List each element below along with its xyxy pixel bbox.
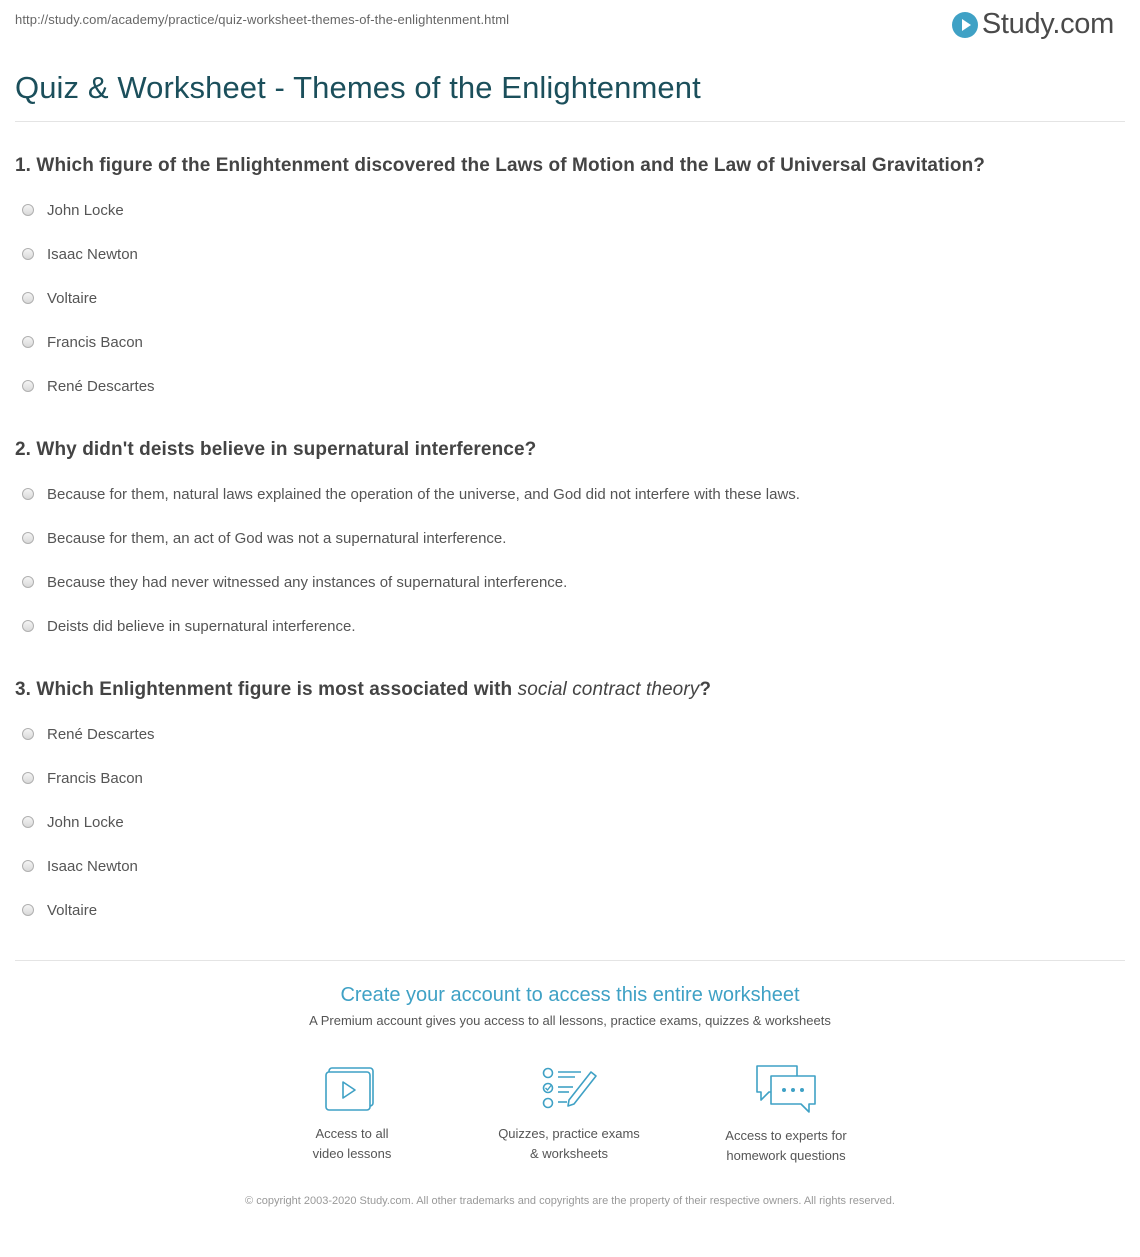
video-lessons-icon	[324, 1064, 380, 1114]
radio-button[interactable]	[22, 532, 34, 544]
page-title: Quiz & Worksheet - Themes of the Enlightenment	[15, 70, 701, 105]
feature-label	[252, 1124, 452, 1164]
play-logo-icon	[952, 12, 978, 38]
q3-option-3[interactable]	[22, 810, 124, 834]
option-label: John Locke	[47, 813, 124, 831]
q3-option-1[interactable]	[22, 722, 155, 746]
radio-button[interactable]	[22, 728, 34, 740]
option-label: Isaac Newton	[47, 857, 138, 875]
radio-button[interactable]	[22, 248, 34, 260]
option-label: Because for them, an act of God was not a supernatural interference.	[47, 529, 507, 547]
q2-option-4[interactable]	[22, 614, 356, 638]
radio-button[interactable]	[22, 860, 34, 872]
q3-option-4[interactable]	[22, 854, 138, 878]
quizzes-icon	[539, 1064, 599, 1114]
question-2: 2. Why didn't deists believe in supernatural interference?	[15, 439, 537, 460]
q2-option-2[interactable]	[22, 526, 506, 550]
experts-chat-icon	[753, 1062, 819, 1116]
feature-line-1: Access to experts for	[725, 1128, 847, 1143]
q2-option-1[interactable]	[22, 482, 800, 506]
option-label: Voltaire	[47, 901, 98, 919]
study-logo[interactable]	[952, 8, 1114, 41]
option-label: Voltaire	[47, 289, 98, 307]
radio-button[interactable]	[22, 816, 34, 828]
feature-label	[686, 1126, 886, 1166]
q1-option-2[interactable]	[22, 242, 138, 266]
option-label: René Descartes	[47, 725, 155, 743]
radio-button[interactable]	[22, 772, 34, 784]
question-3	[15, 679, 711, 701]
q1-option-4[interactable]	[22, 330, 143, 354]
feature-label	[469, 1124, 669, 1164]
radio-button[interactable]	[22, 380, 34, 392]
option-label: Francis Bacon	[47, 769, 143, 787]
q3-option-2[interactable]	[22, 766, 143, 790]
option-label: John Locke	[47, 201, 124, 219]
question-3-italic-term: social contract theory	[517, 679, 700, 700]
q2-option-3[interactable]	[22, 570, 567, 594]
question-1: 1. Which figure of the Enlightenment discovered the Laws of Motion and the Law of Universal Gravitation?	[15, 155, 985, 176]
feature-quizzes	[469, 1064, 669, 1164]
question-3-end: ?	[699, 679, 712, 700]
q3-option-5[interactable]	[22, 898, 97, 922]
radio-button[interactable]	[22, 488, 34, 500]
feature-line-2: homework questions	[726, 1148, 846, 1163]
q1-option-1[interactable]	[22, 198, 124, 222]
option-label: Isaac Newton	[47, 245, 138, 263]
radio-button[interactable]	[22, 576, 34, 588]
option-label: René Descartes	[47, 377, 155, 395]
feature-experts	[686, 1062, 886, 1166]
feature-line-2: video lessons	[312, 1146, 392, 1161]
radio-button[interactable]	[22, 336, 34, 348]
radio-button[interactable]	[22, 904, 34, 916]
option-label: Deists did believe in supernatural interference.	[47, 617, 356, 635]
cta-title-link[interactable]: Create your account to access this entire worksheet	[340, 984, 800, 1006]
option-label: Because they had never witnessed any instances of supernatural interference.	[47, 573, 568, 591]
cta-divider	[15, 960, 1125, 961]
feature-video-lessons	[252, 1064, 452, 1164]
top-bar	[0, 0, 1140, 50]
feature-line-2: & worksheets	[529, 1146, 609, 1161]
feature-line-1: Access to all	[315, 1126, 389, 1141]
option-label: Francis Bacon	[47, 333, 143, 351]
logo-text: Study.com	[981, 8, 1114, 40]
copyright-notice: © copyright 2003-2020 Study.com. All other trademarks and copyrights are the property of their respective owners. All rights reserved.	[245, 1195, 895, 1207]
title-divider	[15, 121, 1125, 122]
option-label: Because for them, natural laws explained the operation of the universe, and God did not interfere with these laws.	[47, 485, 800, 503]
q1-option-3[interactable]	[22, 286, 97, 310]
feature-line-1: Quizzes, practice exams	[498, 1126, 640, 1141]
radio-button[interactable]	[22, 620, 34, 632]
radio-button[interactable]	[22, 204, 34, 216]
page-url: http://study.com/academy/practice/quiz-worksheet-themes-of-the-enlightenment.html	[15, 12, 510, 27]
radio-button[interactable]	[22, 292, 34, 304]
cta-subtitle: A Premium account gives you access to all lessons, practice exams, quizzes & worksheets	[309, 1013, 831, 1028]
q1-option-5[interactable]	[22, 374, 155, 398]
question-3-text: 3. Which Enlightenment figure is most associated with	[15, 679, 518, 700]
